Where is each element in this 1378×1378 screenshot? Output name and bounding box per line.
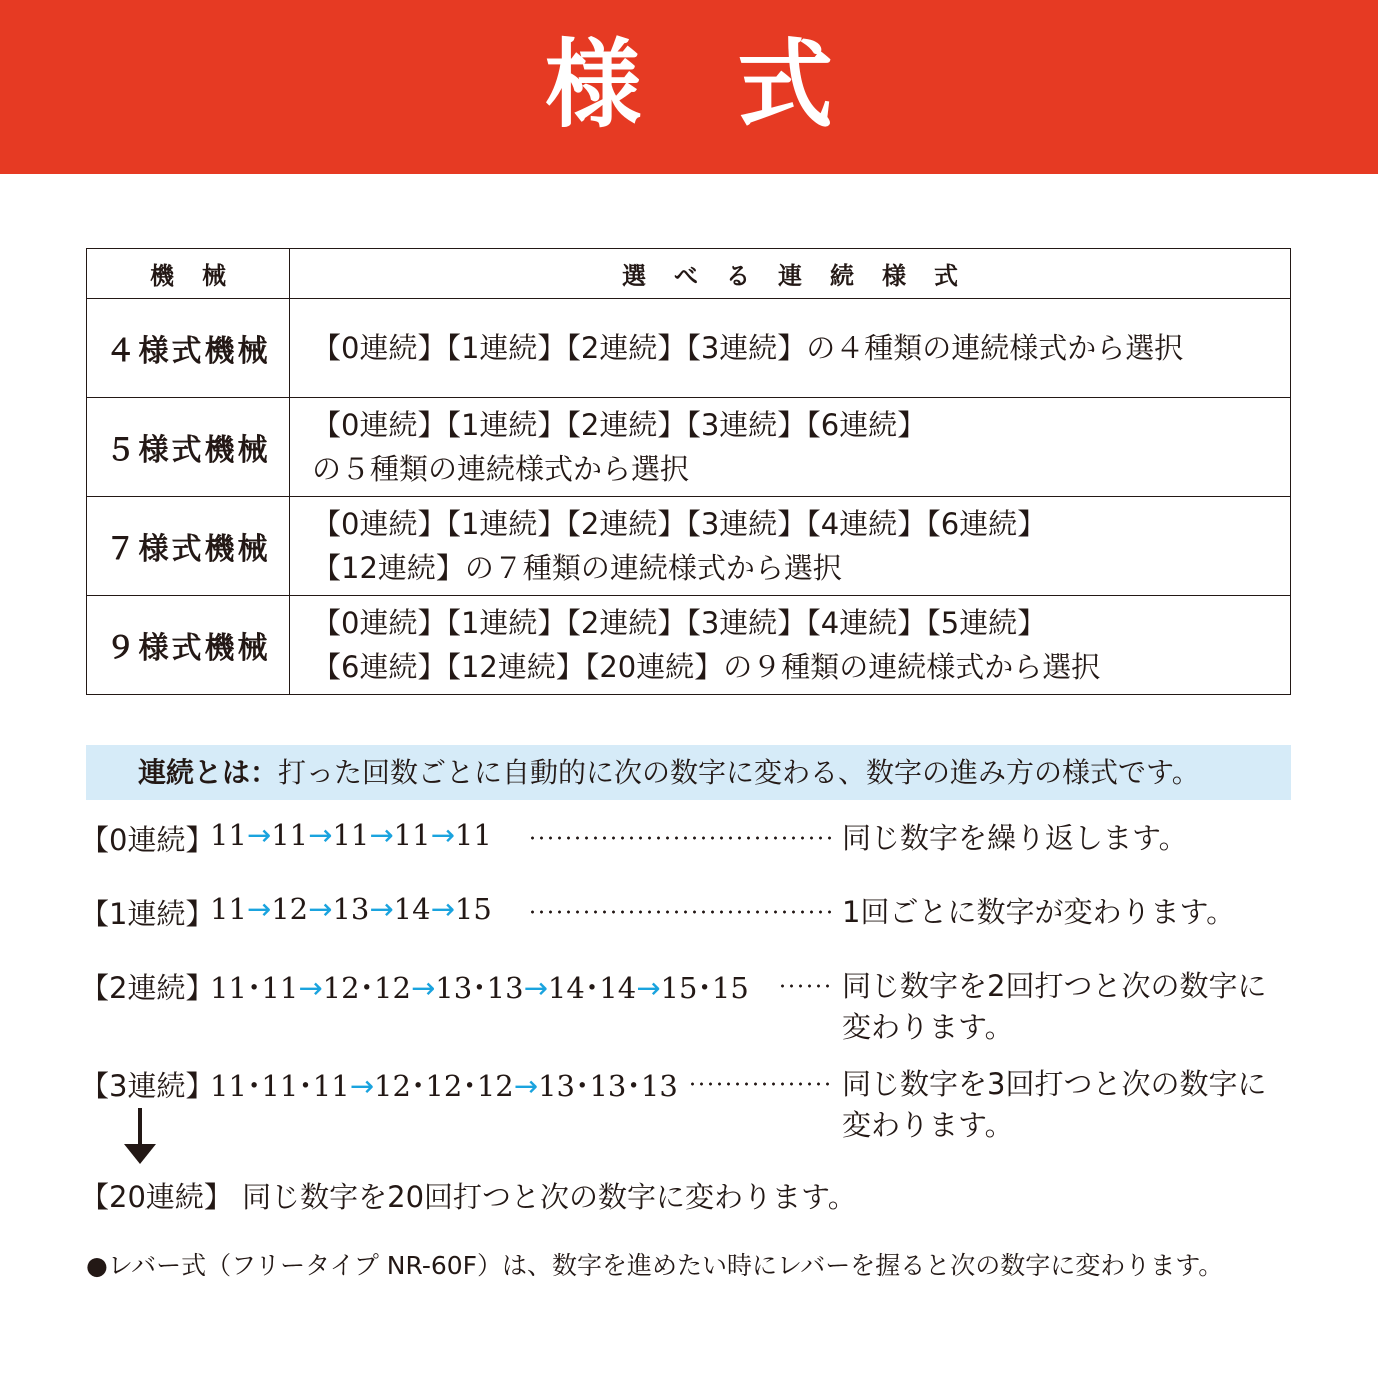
style-description bbox=[290, 497, 1291, 596]
leader-dots bbox=[528, 836, 834, 840]
style-description bbox=[290, 398, 1291, 497]
sequence-step: 15･15 bbox=[660, 971, 749, 1005]
example-description bbox=[842, 892, 1235, 933]
right-arrow-icon: → bbox=[369, 818, 394, 852]
example-description bbox=[842, 966, 1266, 1048]
example-description bbox=[842, 1064, 1266, 1146]
table-row bbox=[87, 596, 1291, 695]
definition-term: 連続とは： bbox=[138, 756, 279, 789]
right-arrow-icon: → bbox=[636, 971, 661, 1005]
sequence-step: 11 bbox=[271, 818, 309, 852]
example-sequence bbox=[210, 1064, 678, 1105]
down-arrow-icon bbox=[122, 1106, 158, 1166]
style-table bbox=[86, 248, 1291, 695]
example-description-line: 変わります。 bbox=[842, 1108, 1014, 1142]
right-arrow-icon: → bbox=[246, 892, 272, 926]
table-row bbox=[87, 497, 1291, 596]
example-description-line: 同じ数字を3回打つと次の数字に bbox=[842, 1067, 1267, 1101]
table-header-row bbox=[87, 249, 1291, 299]
example-label: 【2連続】 bbox=[80, 971, 215, 1005]
machine-name: ９様式機械 bbox=[87, 596, 290, 695]
right-arrow-icon: → bbox=[430, 818, 455, 852]
sequence-step: 14 bbox=[393, 892, 431, 926]
table-row bbox=[87, 398, 1291, 497]
style-description bbox=[290, 596, 1291, 695]
sequence-step: 13 bbox=[332, 892, 370, 926]
style-description-line: 【0連続】【1連続】【2連続】【3連続】の４種類の連続様式から選択 bbox=[312, 331, 1184, 365]
sequence-step: 13･13 bbox=[435, 971, 524, 1005]
sequence-step: 12 bbox=[271, 892, 309, 926]
example-description bbox=[842, 818, 1188, 859]
sequence-step: 14･14 bbox=[547, 971, 637, 1005]
sequence-step: 13･13･13 bbox=[538, 1069, 678, 1103]
right-arrow-icon: → bbox=[308, 892, 333, 926]
lever-note: ●レバー式（フリータイプ NR-60F）は、数字を進めたい時にレバーを握ると次の数字に変わります。 bbox=[86, 1251, 1224, 1280]
right-arrow-icon: → bbox=[410, 971, 436, 1005]
sequence-step: 11 bbox=[210, 892, 247, 926]
right-arrow-icon: → bbox=[369, 892, 394, 926]
column-header-styles: 選べる連続様式 bbox=[290, 249, 1291, 299]
page-title: 様式 bbox=[545, 29, 929, 141]
sequence-step: 11 bbox=[210, 818, 247, 852]
style-description-line: 【0連続】【1連続】【2連続】【3連続】【4連続】【6連続】 bbox=[312, 507, 1047, 541]
sequence-step: 12･12 bbox=[322, 971, 411, 1005]
machine-name: ５様式機械 bbox=[87, 398, 290, 497]
header-banner bbox=[0, 0, 1378, 174]
final-line: 【20連続】 同じ数字を20回打つと次の数字に変わります。 bbox=[80, 1180, 857, 1214]
example-description-line: 同じ数字を2回打つと次の数字に bbox=[842, 969, 1267, 1003]
right-arrow-icon: → bbox=[246, 818, 272, 852]
right-arrow-icon: → bbox=[349, 1069, 375, 1103]
example-sequence bbox=[210, 892, 492, 926]
style-description-line: 【0連続】【1連続】【2連続】【3連続】【4連続】【5連続】 bbox=[312, 606, 1047, 640]
definition-band bbox=[86, 745, 1291, 800]
sequence-step: 11 bbox=[332, 818, 370, 852]
right-arrow-icon: → bbox=[430, 892, 455, 926]
style-description-line: 【6連続】【12連続】【20連続】の９種類の連続様式から選択 bbox=[312, 650, 1101, 684]
style-description-line: 【0連続】【1連続】【2連続】【3連続】【6連続】 bbox=[312, 408, 927, 442]
machine-name: ７様式機械 bbox=[87, 497, 290, 596]
example-sequence bbox=[210, 966, 749, 1007]
sequence-step: 11 bbox=[393, 818, 431, 852]
example-label: 【3連続】 bbox=[80, 1069, 215, 1103]
example-label: 【1連続】 bbox=[80, 897, 215, 931]
style-description-line: の５種類の連続様式から選択 bbox=[312, 452, 690, 486]
table-row bbox=[87, 299, 1291, 398]
machine-name: ４様式機械 bbox=[87, 299, 290, 398]
right-arrow-icon: → bbox=[298, 971, 323, 1005]
sequence-step: 11･11 bbox=[210, 971, 299, 1005]
sequence-step: 11･11･11 bbox=[210, 1069, 350, 1103]
sequence-step: 15 bbox=[454, 892, 492, 926]
leader-dots bbox=[688, 1082, 834, 1086]
style-description bbox=[290, 299, 1291, 398]
right-arrow-icon: → bbox=[308, 818, 333, 852]
example-description-line: 同じ数字を繰り返します。 bbox=[842, 821, 1188, 855]
leader-dots bbox=[528, 910, 834, 914]
definition-text: 打った回数ごとに自動的に次の数字に変わる、数字の進み方の様式です。 bbox=[278, 756, 1200, 789]
style-description-line: 【12連続】の７種類の連続様式から選択 bbox=[312, 551, 842, 585]
leader-dots bbox=[778, 984, 834, 988]
example-sequence bbox=[210, 818, 492, 852]
right-arrow-icon: → bbox=[523, 971, 548, 1005]
example-label: 【0連続】 bbox=[80, 823, 215, 857]
example-description-line: 変わります。 bbox=[842, 1010, 1014, 1044]
example-description-line: 1回ごとに数字が変わります。 bbox=[842, 895, 1236, 929]
right-arrow-icon: → bbox=[513, 1069, 539, 1103]
column-header-machine: 機械 bbox=[87, 249, 290, 299]
sequence-step: 12･12･12 bbox=[374, 1069, 514, 1103]
sequence-step: 11 bbox=[454, 818, 492, 852]
